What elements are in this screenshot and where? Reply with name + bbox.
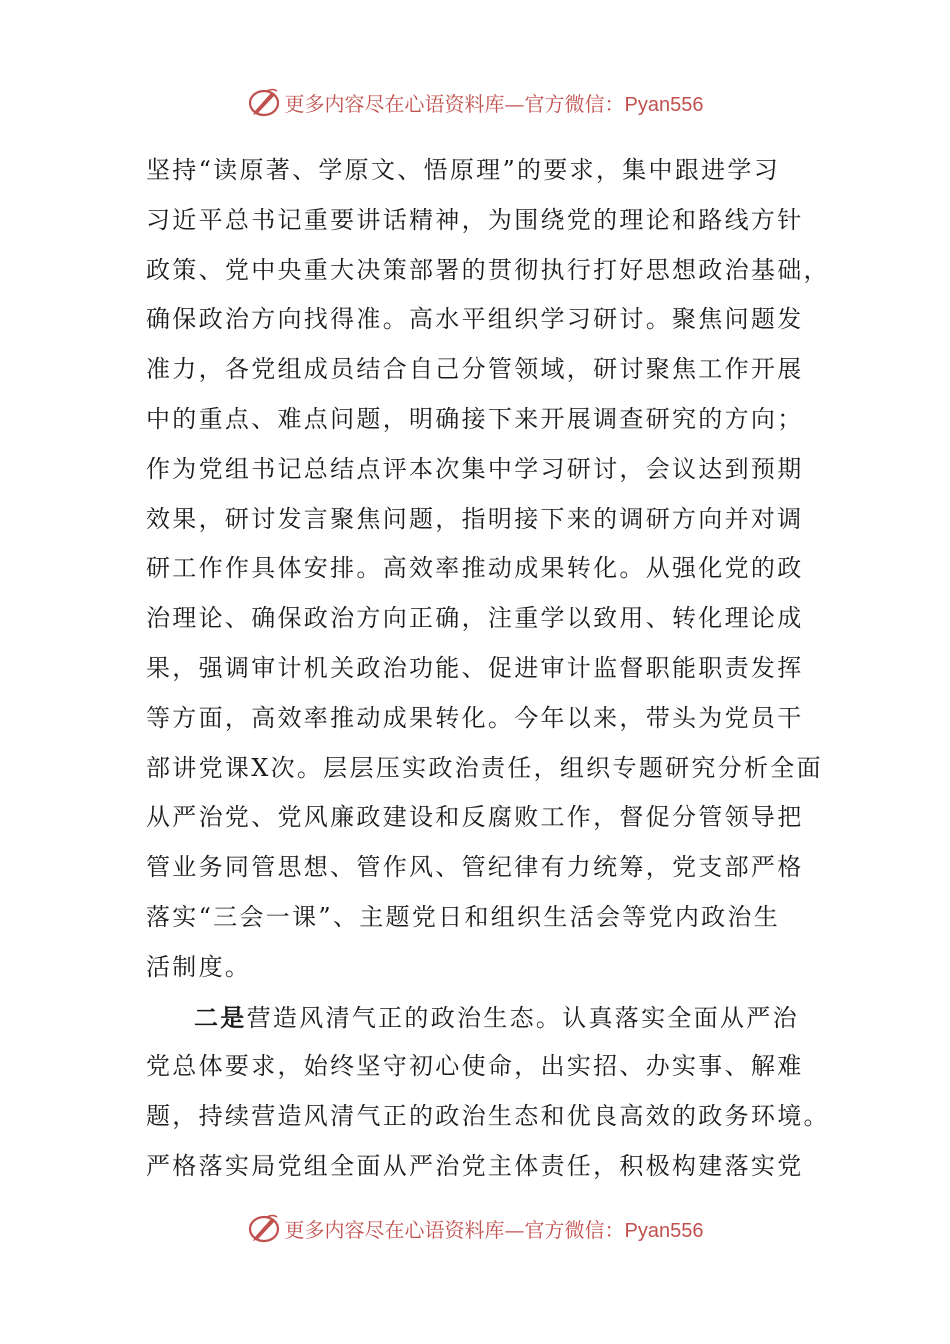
document-body bbox=[146, 146, 830, 1192]
text-line: 研工作作具体安排。高效率推动成果转化。从强化党的政 bbox=[146, 554, 804, 583]
text-line: 部讲党课X次。层层压实政治责任，组织专题研究分析全面 bbox=[146, 753, 823, 782]
text-line: 坚持“读原著、学原文、悟原理”的要求，集中跟进学习 bbox=[146, 156, 781, 184]
pen-logo-icon bbox=[247, 85, 281, 119]
text-line: 落实“三会一课”、主题党日和组织生活会等党内政治生 bbox=[146, 902, 781, 931]
header-watermark bbox=[0, 82, 950, 122]
text-line: 确保政治方向找得准。高水平组织学习研讨。聚焦问题发 bbox=[146, 305, 804, 334]
text-line: 管业务同管思想、管作风、管纪律有力统筹，党支部严格 bbox=[146, 853, 804, 882]
text-line: 从严治党、党风廉政建设和反腐败工作，督促分管领导把 bbox=[146, 803, 804, 832]
text-line: 效果，研讨发言聚焦问题，指明接下来的调研方向并对调 bbox=[146, 504, 804, 533]
text-line: 等方面，高效率推动成果转化。今年以来，带头为党员干 bbox=[146, 703, 804, 732]
paragraph-2-first-line-text: 营造风清气正的政治生态。认真落实全面从严治 bbox=[246, 1003, 799, 1032]
text-line: 准力，各党组成员结合自己分管领域，研讨聚焦工作开展 bbox=[146, 355, 804, 384]
watermark-wechat-id: Pyan556 bbox=[624, 1219, 704, 1242]
text-line: 活制度。 bbox=[146, 952, 252, 981]
watermark-text: 更多内容尽在心语资料库—官方微信：Pyan556 bbox=[284, 1217, 704, 1242]
text-line: 作为党组书记总结点评本次集中学习研讨，会议达到预期 bbox=[146, 454, 804, 483]
text-line: 果，强调审计机关政治功能、促进审计监督职能职责发挥 bbox=[146, 653, 804, 682]
text-line: 政策、党中央重大决策部署的贯彻执行打好思想政治基础， bbox=[146, 255, 830, 284]
watermark-wechat-id: Pyan556 bbox=[624, 93, 704, 116]
text-line: 党总体要求，始终坚守初心使命，出实招、办实事、解难 bbox=[146, 1052, 804, 1081]
paragraph-2-first-line bbox=[146, 993, 816, 1043]
text-line: 中的重点、难点问题，明确接下来开展调查研究的方向； bbox=[146, 404, 804, 433]
text-line: 治理论、确保政治方向正确，注重学以致用、转化理论成 bbox=[146, 604, 804, 633]
text-line: 严格落实局党组全面从严治党主体责任，积极构建落实党 bbox=[146, 1151, 804, 1180]
pen-logo-icon bbox=[247, 1211, 281, 1245]
text-line: 题，持续营造风清气正的政治生态和优良高效的政务环境。 bbox=[146, 1102, 830, 1131]
text-line: 习近平总书记重要讲话精神，为围绕党的理论和路线方针 bbox=[146, 205, 804, 234]
footer-watermark bbox=[0, 1208, 950, 1248]
watermark-text: 更多内容尽在心语资料库—官方微信：Pyan556 bbox=[284, 91, 704, 116]
paragraph-lead: 二是 bbox=[194, 1002, 247, 1032]
